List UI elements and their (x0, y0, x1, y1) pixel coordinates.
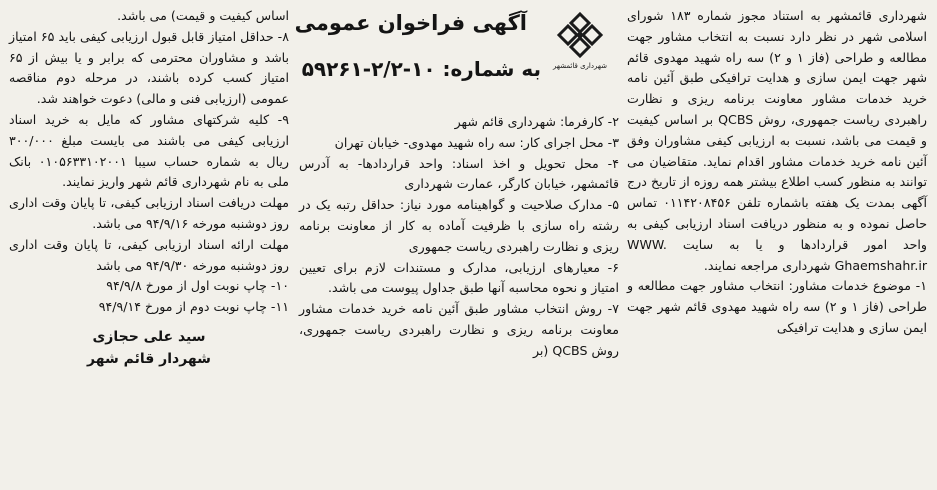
signatory-title: شهردار قائم شهر (87, 350, 211, 367)
announcement-number: به شماره: ۱۰-۲/۲-۵۹۲۶۱ (301, 57, 541, 81)
municipality-emblem-icon (555, 10, 605, 60)
item-7-continued: اساس کیفیت و قیمت) می باشد. (117, 8, 289, 23)
intro-paragraph: شهرداری قائمشهر به استناد مجوز شماره ۱۸۳ شورای اسلامی شهر در نظر دارد نسبت به انتخاب مشاور جهت مطالعه و طراحی (فاز ۱ و ۲) سه راه شهید مهدوی قائم شهر جهت ایمن سازی و هدایت ترافیکی طبق آئین نامه خرید خدمات مشاور معاونت برنامه ریزی و نظارت راهبردی ریاست جمهوری، روش QCBS بر اساس کیفیت و قیمت می باشد، نسبت به ارزیابی کیفی مشاوران وفق آئین نامه خرید خدمات مشاور اقدام نماید. متقاضیان می توانند به منظور کسب اطلاع بیشتر همه روزه از تاریخ درج آگهی بمدت یک هفته باشماره تلفن ۰۱۱۴۲۰۸۴۵۶ تماس حاصل نموده و به منظور دریافت اسناد ارزیابی کیفی به واحد امور قراردادها و یا به سایت WWW. Ghaemshahr.ir شهرداری مراجعه نمایند. (627, 8, 928, 273)
item-7: ۷- روش انتخاب مشاور طبق آئین نامه خرید خدمات مشاور معاونت برنامه ریزی و نظارت راهبردی ریاست جمهوری، روش QCBS (بر (299, 301, 619, 358)
item-5: ۵- مدارک صلاحیت و گواهینامه مورد نیاز: حداقل رتبه یک در رشته راه سازی با ظرفیت آماده به کار از معاونت برنامه ریزی و نظارت راهبردی ریاست جمهوری (299, 197, 619, 254)
item-9: ۹- کلیه شرکتهای مشاور که مایل به خرید اسناد ارزیابی کیفی می باشند می بایست مبلغ ۳۰۰/۰۰۰ ریال به شماره حساب سیبا ۰۱۰۵۶۳۳۱۰۲۰۰۱ بانک ملی به نام شهرداری قائم شهر واریز نمایند. (9, 111, 289, 190)
signature-block (9, 326, 289, 370)
items-column (299, 112, 619, 362)
item-2: ۲- کارفرما: شهرداری قائم شهر (454, 114, 619, 129)
announcement-header (294, 6, 615, 106)
logo-caption: شهرداری قائمشهر (553, 62, 607, 70)
item-3: ۳- محل اجرای کار: سه راه شهید مهدوی- خیابان تهران (334, 134, 619, 150)
item-8: ۸- حداقل امتیاز قابل قبول ارزیابی کیفی باید ۶۵ امتیاز باشد و مشاوران محترمی که برابر و یا بیش از ۶۵ امتیاز کسب کرده باشند، در مرحله دوم مناقصه عمومی (ارزیابی فنی و مالی) دعوت خواهند شد. (9, 28, 289, 107)
municipality-logo (549, 10, 611, 82)
item-11: ۱۱- چاپ نوبت دوم از مورخ ۹۴/۹/۱۴ (98, 299, 289, 315)
item-10: ۱۰- چاپ نوبت اول از مورخ ۹۴/۹/۸ (106, 278, 289, 294)
announcement-title: آگهی فراخوان عمومی (294, 11, 527, 35)
item-1: ۱- موضوع خدمات مشاور: انتخاب مشاور جهت مطالعه و طراحی (فاز ۱ و ۲) سه راه شهید مهدوی قائم شهر جهت ایمن سازی و هدایت ترافیکی (627, 278, 927, 335)
signatory-name: سید علی حجازی (92, 328, 206, 345)
receive-deadline: مهلت دریافت اسناد ارزیابی کیفی، تا پایان وقت اداری روز دوشنبه مورخه ۹۴/۹/۱۶ می باشد. (9, 195, 289, 231)
intro-column (627, 6, 927, 339)
deadlines-column (9, 6, 289, 370)
item-6: ۶- معیارهای ارزیابی، مدارک و مستندات لازم برای تعیین امتیاز و نحوه محاسبه آنها طبق جداول پیوست می باشد. (299, 259, 619, 296)
submit-deadline: مهلت ارائه اسناد ارزیابی کیفی، تا پایان وقت اداری روز دوشنبه مورخه ۹۴/۹/۳۰ می باشد (9, 236, 289, 273)
item-4: ۴- محل تحویل و اخذ اسناد: واحد قراردادها- به آدرس قائمشهر، خیابان کارگر، عمارت شهرداری (299, 155, 619, 192)
